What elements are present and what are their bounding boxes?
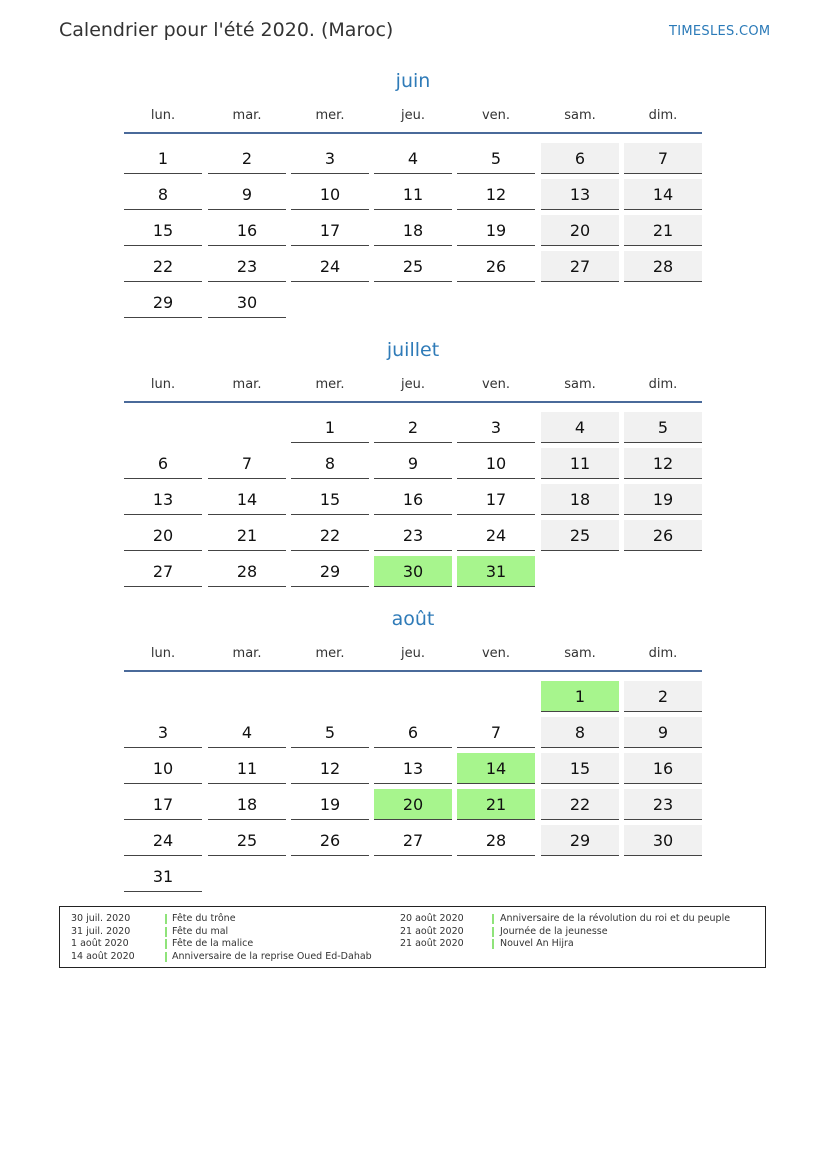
day-cell: 10 bbox=[291, 179, 369, 210]
legend-holiday-name: Fête du mal bbox=[172, 925, 229, 937]
day-cell: 26 bbox=[291, 825, 369, 856]
day-cell: 6 bbox=[541, 143, 619, 174]
day-cell: 22 bbox=[291, 520, 369, 551]
day-cell: 11 bbox=[208, 753, 286, 784]
day-cell: 17 bbox=[124, 789, 202, 820]
legend-color-marker bbox=[165, 939, 167, 949]
day-cell: 12 bbox=[291, 753, 369, 784]
weekday-header: sam. bbox=[564, 646, 596, 661]
day-cell: 26 bbox=[624, 520, 702, 551]
day-cell: 14 bbox=[457, 753, 535, 784]
day-cell: 13 bbox=[124, 484, 202, 515]
legend-holiday-name: Anniversaire de la révolution du roi et du peuple bbox=[500, 913, 731, 924]
day-cell: 29 bbox=[291, 556, 369, 587]
header-divider bbox=[124, 670, 702, 672]
day-cell: 8 bbox=[291, 448, 369, 479]
day-cell: 1 bbox=[291, 412, 369, 443]
day-cell: 20 bbox=[124, 520, 202, 551]
day-cell: 21 bbox=[208, 520, 286, 551]
day-cell: 17 bbox=[291, 215, 369, 246]
day-cell: 27 bbox=[541, 251, 619, 282]
day-cell: 7 bbox=[208, 448, 286, 479]
day-cell: 16 bbox=[374, 484, 452, 515]
day-cell: 18 bbox=[374, 215, 452, 246]
weekday-header: jeu. bbox=[401, 646, 425, 661]
day-cell: 8 bbox=[541, 717, 619, 748]
day-cell: 2 bbox=[208, 143, 286, 174]
legend-holiday-name: Nouvel An Hijra bbox=[500, 938, 574, 949]
day-cell: 25 bbox=[541, 520, 619, 551]
day-cell: 7 bbox=[457, 717, 535, 748]
day-cell: 21 bbox=[457, 789, 535, 820]
day-cell: 11 bbox=[374, 179, 452, 210]
day-cell: 28 bbox=[457, 825, 535, 856]
day-cell: 29 bbox=[541, 825, 619, 856]
weekday-header: sam. bbox=[564, 377, 596, 392]
day-cell: 19 bbox=[291, 789, 369, 820]
legend-color-marker bbox=[492, 914, 494, 924]
weekday-header: mar. bbox=[232, 377, 262, 392]
day-cell: 17 bbox=[457, 484, 535, 515]
day-cell: 30 bbox=[208, 287, 286, 318]
legend-holiday-name: Journée de la jeunesse bbox=[500, 925, 608, 937]
day-cell: 2 bbox=[624, 681, 702, 712]
day-cell: 14 bbox=[624, 179, 702, 210]
weekday-header: ven. bbox=[481, 108, 511, 123]
day-cell: 23 bbox=[624, 789, 702, 820]
weekday-header: lun. bbox=[150, 646, 176, 661]
weekday-header: mer. bbox=[315, 108, 345, 123]
day-cell: 3 bbox=[291, 143, 369, 174]
day-cell: 22 bbox=[124, 251, 202, 282]
weekday-header: dim. bbox=[648, 108, 678, 123]
legend-item bbox=[400, 926, 760, 939]
legend-holiday-name: Fête de la malice bbox=[172, 938, 254, 949]
day-cell: 26 bbox=[457, 251, 535, 282]
day-cell: 5 bbox=[291, 717, 369, 748]
day-cell: 18 bbox=[208, 789, 286, 820]
day-cell: 4 bbox=[541, 412, 619, 443]
weekday-header: mar. bbox=[232, 646, 262, 661]
day-cell: 28 bbox=[624, 251, 702, 282]
day-cell: 2 bbox=[374, 412, 452, 443]
header-divider bbox=[124, 132, 702, 134]
month-title: août bbox=[391, 608, 435, 630]
legend-column-right bbox=[400, 913, 760, 951]
day-cell: 6 bbox=[124, 448, 202, 479]
legend-column-left bbox=[71, 913, 391, 963]
day-cell: 9 bbox=[374, 448, 452, 479]
legend-holiday-name: Fête du trône bbox=[172, 913, 236, 924]
day-cell: 24 bbox=[457, 520, 535, 551]
day-cell: 31 bbox=[124, 861, 202, 892]
legend-date: 1 août 2020 bbox=[71, 938, 129, 949]
day-cell: 3 bbox=[457, 412, 535, 443]
day-cell: 15 bbox=[124, 215, 202, 246]
legend-color-marker bbox=[165, 927, 167, 937]
day-cell: 19 bbox=[457, 215, 535, 246]
day-cell: 10 bbox=[124, 753, 202, 784]
site-link[interactable]: TIMESLES.COM bbox=[669, 24, 771, 39]
day-cell: 7 bbox=[624, 143, 702, 174]
weekday-header: sam. bbox=[564, 108, 596, 123]
day-cell: 12 bbox=[624, 448, 702, 479]
day-cell: 24 bbox=[124, 825, 202, 856]
weekday-header: mar. bbox=[232, 108, 262, 123]
legend-date: 14 août 2020 bbox=[71, 950, 135, 962]
day-cell: 13 bbox=[541, 179, 619, 210]
day-cell: 4 bbox=[208, 717, 286, 748]
day-cell: 16 bbox=[624, 753, 702, 784]
day-cell: 9 bbox=[624, 717, 702, 748]
weekday-header: mer. bbox=[315, 377, 345, 392]
day-cell: 29 bbox=[124, 287, 202, 318]
day-cell: 20 bbox=[374, 789, 452, 820]
legend-item bbox=[71, 913, 391, 926]
legend-date: 30 juil. 2020 bbox=[71, 913, 131, 924]
legend-item bbox=[71, 938, 391, 951]
day-cell: 1 bbox=[124, 143, 202, 174]
day-cell: 23 bbox=[374, 520, 452, 551]
header-divider bbox=[124, 401, 702, 403]
weekday-header: dim. bbox=[648, 646, 678, 661]
day-cell: 30 bbox=[374, 556, 452, 587]
legend-date: 21 août 2020 bbox=[400, 938, 464, 949]
legend-color-marker bbox=[492, 939, 494, 949]
legend-date: 21 août 2020 bbox=[400, 925, 464, 937]
legend-item bbox=[400, 938, 760, 951]
page-title: Calendrier pour l'été 2020. (Maroc) bbox=[59, 19, 394, 41]
legend-color-marker bbox=[165, 952, 167, 962]
day-cell: 31 bbox=[457, 556, 535, 587]
day-cell: 14 bbox=[208, 484, 286, 515]
day-cell: 6 bbox=[374, 717, 452, 748]
month-title: juin bbox=[395, 70, 431, 92]
day-cell: 28 bbox=[208, 556, 286, 587]
day-cell: 20 bbox=[541, 215, 619, 246]
day-cell: 3 bbox=[124, 717, 202, 748]
day-cell: 18 bbox=[541, 484, 619, 515]
day-cell: 15 bbox=[541, 753, 619, 784]
day-cell: 25 bbox=[374, 251, 452, 282]
weekday-header: lun. bbox=[150, 108, 176, 123]
day-cell: 15 bbox=[291, 484, 369, 515]
legend-item bbox=[400, 913, 760, 926]
weekday-header: jeu. bbox=[401, 377, 425, 392]
day-cell: 5 bbox=[624, 412, 702, 443]
day-cell: 19 bbox=[624, 484, 702, 515]
day-cell: 30 bbox=[624, 825, 702, 856]
weekday-header: ven. bbox=[481, 646, 511, 661]
legend-item bbox=[71, 951, 391, 964]
day-cell: 23 bbox=[208, 251, 286, 282]
day-cell: 24 bbox=[291, 251, 369, 282]
day-cell: 5 bbox=[457, 143, 535, 174]
legend-color-marker bbox=[165, 914, 167, 924]
legend-date: 20 août 2020 bbox=[400, 913, 464, 924]
day-cell: 25 bbox=[208, 825, 286, 856]
holiday-legend bbox=[59, 906, 766, 968]
day-cell: 4 bbox=[374, 143, 452, 174]
weekday-header: ven. bbox=[481, 377, 511, 392]
legend-holiday-name: Anniversaire de la reprise Oued Ed-Dahab bbox=[172, 950, 372, 962]
weekday-header: lun. bbox=[150, 377, 176, 392]
day-cell: 12 bbox=[457, 179, 535, 210]
day-cell: 27 bbox=[124, 556, 202, 587]
day-cell: 9 bbox=[208, 179, 286, 210]
day-cell: 22 bbox=[541, 789, 619, 820]
day-cell: 1 bbox=[541, 681, 619, 712]
day-cell: 8 bbox=[124, 179, 202, 210]
legend-color-marker bbox=[492, 927, 494, 937]
day-cell: 21 bbox=[624, 215, 702, 246]
day-cell: 13 bbox=[374, 753, 452, 784]
day-cell: 10 bbox=[457, 448, 535, 479]
legend-date: 31 juil. 2020 bbox=[71, 925, 131, 937]
day-cell: 11 bbox=[541, 448, 619, 479]
day-cell: 27 bbox=[374, 825, 452, 856]
day-cell: 16 bbox=[208, 215, 286, 246]
month-title: juillet bbox=[386, 339, 440, 361]
legend-item bbox=[71, 926, 391, 939]
weekday-header: jeu. bbox=[401, 108, 425, 123]
weekday-header: dim. bbox=[648, 377, 678, 392]
weekday-header: mer. bbox=[315, 646, 345, 661]
